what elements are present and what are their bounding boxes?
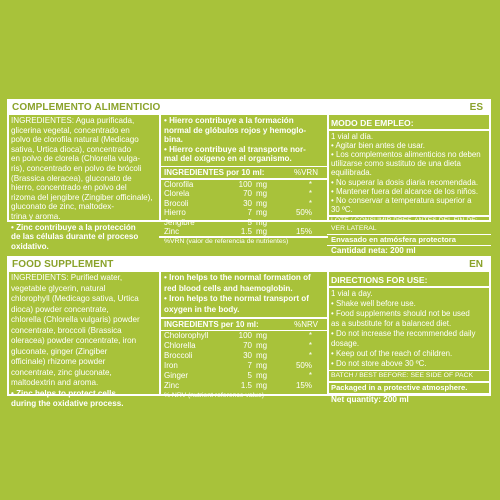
directions-list bbox=[331, 132, 489, 215]
claim-line: • Hierro contribuye a la formación bbox=[164, 116, 294, 125]
table-row bbox=[164, 371, 324, 381]
table-cell: * bbox=[308, 217, 312, 227]
table-cell: Ginger bbox=[164, 371, 189, 380]
table-cell: 100 bbox=[238, 179, 252, 189]
table-cell: 1.5 bbox=[240, 227, 252, 236]
panel-title: COMPLEMENTO ALIMENTICIO bbox=[12, 102, 161, 113]
directions-line: as a substitute for a balanced diet. bbox=[331, 318, 452, 328]
directions-title: MODO DE EMPLEO: bbox=[331, 118, 414, 128]
ingredients-line: chlorophyll (Medicago sativa, Urtica bbox=[11, 294, 139, 303]
directions-line: • Los complementos alimenticios no deben bbox=[331, 149, 481, 159]
ingredients-column bbox=[11, 115, 159, 251]
table-row bbox=[164, 381, 324, 391]
claims-column bbox=[164, 115, 324, 245]
ingredients-line: gluconato de zinc, maltodex- bbox=[11, 202, 115, 212]
table-cell: * bbox=[308, 331, 312, 340]
lot-line: VER LATERAL bbox=[331, 225, 377, 233]
claim-line: • Hierro contribuye al transporte nor- bbox=[164, 144, 306, 154]
packaging-text: Envasado en atmósfera protectora bbox=[331, 235, 456, 245]
table-cell: 70 bbox=[243, 341, 252, 350]
nutrition-table bbox=[164, 331, 324, 391]
panel-header bbox=[9, 258, 489, 272]
ingredients-line: oleracea) powder concentrate, iron bbox=[11, 336, 137, 345]
divider bbox=[159, 272, 161, 394]
table-cell: 15% bbox=[295, 227, 312, 236]
language-code: EN bbox=[469, 259, 483, 270]
directions-line: • Mantener fuera del alcance de los niños. bbox=[331, 186, 479, 196]
table-cell: 7 bbox=[247, 208, 252, 218]
table-cell: mg bbox=[256, 361, 268, 370]
directions-column bbox=[331, 115, 489, 256]
directions-line: 1 vial a day. bbox=[331, 288, 373, 298]
lot-line: BATCH / BEST BEFORE: SEE SIDE OF PACK bbox=[331, 372, 474, 379]
lot-info bbox=[331, 371, 489, 381]
nutrition-table bbox=[164, 180, 324, 236]
table-row bbox=[164, 218, 324, 227]
directions-title: DIRECTIONS FOR USE: bbox=[331, 275, 428, 285]
table-cell: 15% bbox=[295, 381, 312, 390]
claim-line: • Iron helps to the normal transport of bbox=[164, 294, 309, 303]
table-cell: Broccoli bbox=[164, 351, 193, 360]
ingredients-line: dioca) powder concentrate, bbox=[11, 304, 109, 314]
table-row bbox=[164, 227, 324, 236]
spanish-label-panel bbox=[7, 99, 491, 256]
table-cell: mg bbox=[256, 198, 268, 208]
iron-claim-transport bbox=[164, 294, 324, 315]
table-row bbox=[164, 180, 324, 189]
table-cell: 7 bbox=[247, 361, 252, 370]
table-cell: mg bbox=[256, 227, 268, 236]
ingredients-line: chlorella (Chlorella vulgaris) powder bbox=[11, 315, 140, 324]
table-row bbox=[164, 361, 324, 371]
table-cell: Brocoli bbox=[164, 198, 189, 208]
ingredients-line: (Brassica oleracea), gluconato de bbox=[11, 173, 132, 183]
claim-line: mal del oxígeno en el organismo. bbox=[164, 154, 292, 164]
english-label-panel bbox=[7, 256, 491, 408]
table-header bbox=[164, 319, 324, 330]
table-cell: * bbox=[308, 198, 312, 208]
table-cell: Cholorophyll bbox=[164, 331, 209, 340]
panel-title: FOOD SUPPLEMENT bbox=[12, 259, 114, 270]
table-cell: 50% bbox=[295, 361, 312, 370]
table-cell: 5 bbox=[247, 217, 252, 227]
table-cell: Iron bbox=[164, 361, 178, 370]
directions-line: equilibrada. bbox=[331, 168, 372, 178]
table-cell: Zinc bbox=[164, 381, 180, 390]
table-cell: * bbox=[308, 179, 312, 189]
ingredients-line: polvo de clorofila natural (Medicago bbox=[11, 135, 139, 145]
table-cell: 30 bbox=[243, 351, 252, 360]
ingredients-line: glicerina vegetal, concentrado en bbox=[11, 125, 130, 135]
divider bbox=[159, 115, 161, 220]
table-cell: 50% bbox=[295, 208, 312, 218]
table-cell: 1.5 bbox=[240, 381, 252, 390]
zinc-claim bbox=[11, 223, 159, 252]
table-row bbox=[164, 199, 324, 208]
ingredients-line: ris), concentrado en polvo de brócoli bbox=[11, 163, 142, 173]
table-cell: mg bbox=[256, 371, 268, 380]
table-row bbox=[164, 189, 324, 198]
claims-column bbox=[164, 272, 324, 399]
table-cell: mg bbox=[256, 381, 268, 390]
table-column-label: %VRN bbox=[293, 168, 318, 178]
iron-claim-formation bbox=[164, 116, 324, 145]
directions-line: • No superar la dosis diaria recomendada. bbox=[331, 177, 479, 187]
table-cell: * bbox=[308, 341, 312, 350]
table-row bbox=[164, 351, 324, 361]
ingredients-line: vegetable glycerin, natural bbox=[11, 283, 106, 293]
table-cell: Hierro bbox=[164, 208, 186, 218]
table-cell: 100 bbox=[238, 331, 252, 340]
table-cell: Jengibre bbox=[164, 217, 195, 227]
ingredients-column bbox=[11, 272, 159, 408]
table-title: INGREDIENTES por 10 ml: bbox=[164, 168, 265, 178]
ingredients-line: trina y aroma. bbox=[11, 211, 61, 221]
directions-line: • No conservar a temperatura superior a bbox=[331, 195, 472, 205]
packaging-text: Packaged in a protective atmosphere. bbox=[331, 382, 468, 392]
panel-header bbox=[9, 101, 489, 115]
lot-line: LOTE / CONSUMIR PREF. ANTES DEL FIN DE: bbox=[331, 216, 478, 224]
directions-line: • Keep out of the reach of children. bbox=[331, 348, 453, 358]
language-code: ES bbox=[469, 102, 483, 113]
ingredients-list bbox=[11, 273, 159, 389]
table-cell: Zinc bbox=[164, 227, 180, 236]
divider bbox=[327, 115, 329, 220]
directions-line: dosage. bbox=[331, 338, 360, 348]
claim-line: normal de glóbulos rojos y hemoglo- bbox=[164, 125, 307, 135]
directions-list bbox=[331, 289, 489, 369]
claim-line: bina. bbox=[164, 135, 183, 145]
ingredients-line: INGREDIENTS: Purified water, bbox=[11, 273, 123, 282]
table-row bbox=[164, 208, 324, 217]
net-quantity: Cantidad neta: 200 ml bbox=[331, 246, 416, 256]
table-header bbox=[164, 167, 324, 178]
claim-line: • Zinc contribuye a la protección bbox=[11, 222, 136, 232]
table-row bbox=[164, 341, 324, 351]
directions-line: • Do not store above 30 ºC. bbox=[331, 358, 427, 368]
ingredients-line: concentrate, zinc gluconate, bbox=[11, 367, 112, 377]
table-row bbox=[164, 331, 324, 341]
ingredients-line: rizoma del jengibre (Zingiber officinale), bbox=[11, 192, 153, 202]
table-cell: Clorofila bbox=[164, 179, 194, 189]
ingredients-line: officinale) rhizome powder bbox=[11, 357, 106, 366]
table-cell: mg bbox=[256, 208, 268, 218]
directions-line: • Food supplements should not be used bbox=[331, 308, 470, 318]
claim-line: during the oxidative process. bbox=[11, 399, 124, 408]
table-cell: mg bbox=[256, 179, 268, 189]
table-cell: 70 bbox=[243, 189, 252, 199]
claim-line: red blood cells and haemoglobin. bbox=[164, 283, 293, 293]
table-cell: * bbox=[308, 351, 312, 360]
directions-column bbox=[331, 272, 489, 404]
ingredients-line: sativa, Urtica dioca), concentrado bbox=[11, 144, 132, 154]
directions-line: utilizarse como sustituto de una dieta bbox=[331, 159, 461, 169]
claim-line: oxidativo. bbox=[11, 241, 49, 251]
table-cell: mg bbox=[256, 189, 268, 199]
table-note: %VRN (valor de referencia de nutrientes) bbox=[164, 237, 289, 245]
table-cell: 30 bbox=[243, 198, 252, 208]
zinc-claim bbox=[11, 389, 159, 410]
ingredients-line: maltodextrin and aroma. bbox=[11, 378, 99, 387]
table-cell: Chlorella bbox=[164, 341, 196, 350]
divider bbox=[327, 272, 329, 394]
table-cell: * bbox=[308, 371, 312, 380]
ingredients-line: concentrate, broccoli (Brassica bbox=[11, 325, 122, 335]
table-cell: 5 bbox=[247, 371, 252, 380]
table-column-label: %NRV bbox=[294, 319, 318, 329]
directions-line: 30 ºC. bbox=[331, 205, 353, 215]
net-quantity: Net quantity: 200 ml bbox=[331, 395, 409, 404]
directions-line: • Do not increase the recommended daily bbox=[331, 328, 476, 338]
directions-line: • Shake well before use. bbox=[331, 298, 416, 308]
table-cell: mg bbox=[256, 217, 268, 227]
iron-claim-transport bbox=[164, 145, 324, 164]
claim-line: oxygen in the body. bbox=[164, 304, 240, 314]
ingredients-line: INGREDIENTES: Agua purificada, bbox=[11, 116, 135, 125]
table-note: % NRV (nutrient reference value) bbox=[164, 392, 264, 399]
table-cell: Clorela bbox=[164, 189, 190, 199]
ingredients-line: en polvo de clorela (Chlorella vulga- bbox=[11, 154, 141, 164]
ingredients-line: hierro, concentrado en polvo del bbox=[11, 183, 127, 193]
claim-line: • Iron helps to the normal formation of bbox=[164, 273, 311, 282]
directions-line: 1 vial al día. bbox=[331, 131, 374, 141]
lot-info bbox=[331, 217, 489, 234]
claim-line: • Zinc helps to protect cells bbox=[11, 388, 116, 398]
table-cell: * bbox=[308, 189, 312, 199]
divider bbox=[327, 286, 491, 288]
table-cell: mg bbox=[256, 341, 268, 350]
iron-claim-formation bbox=[164, 273, 324, 294]
claim-line: de las células durante el proceso bbox=[11, 232, 139, 242]
directions-line: • Agitar bien antes de usar. bbox=[331, 140, 426, 150]
divider bbox=[327, 129, 491, 131]
ingredients-list bbox=[11, 116, 159, 222]
ingredients-line: gluconate, ginger (Zingiber bbox=[11, 346, 108, 356]
table-cell: mg bbox=[256, 331, 268, 340]
table-cell: mg bbox=[256, 351, 268, 360]
table-title: INGREDIENTS per 10 ml: bbox=[164, 319, 259, 329]
